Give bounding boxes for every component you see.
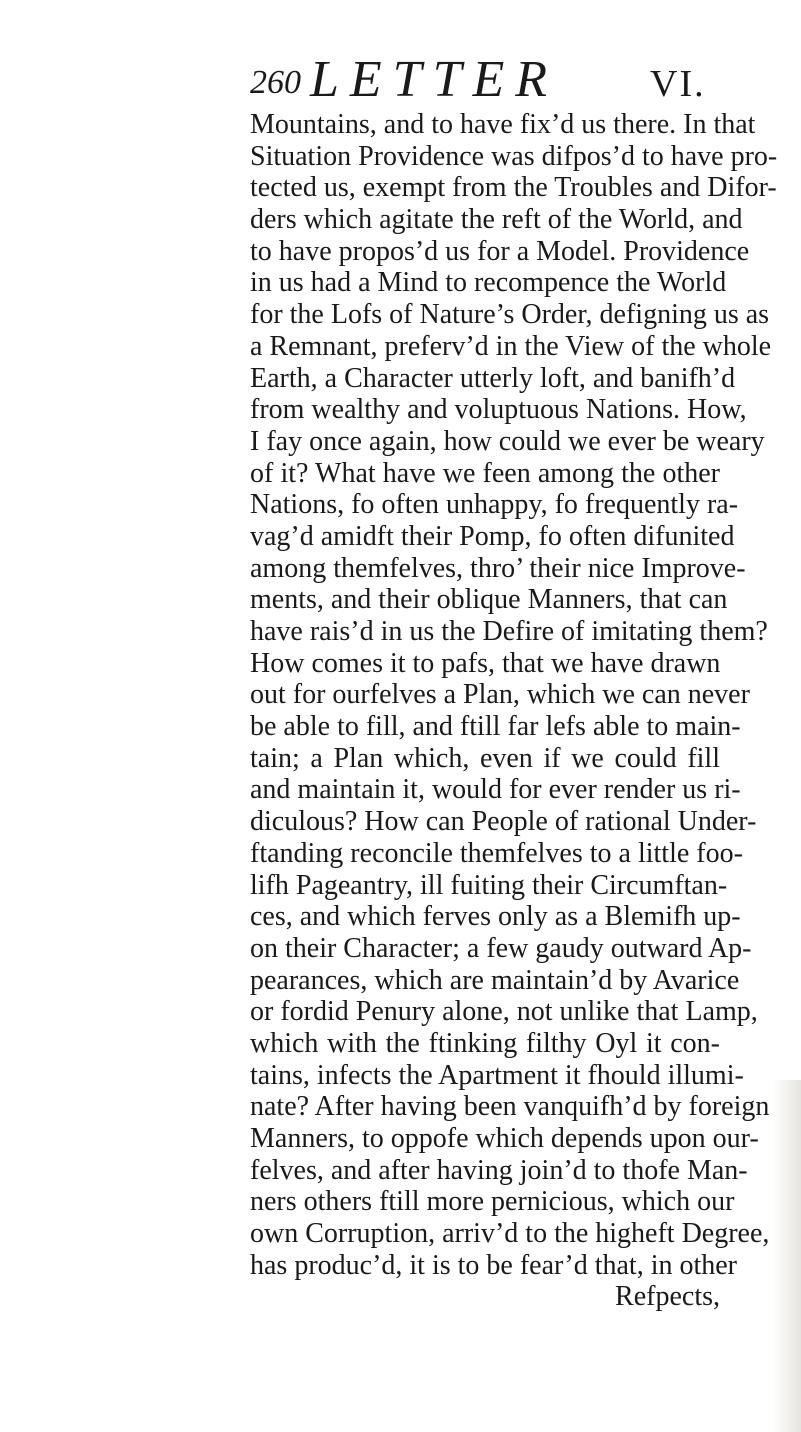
text-line: Situation Providence was difpos’d to have pro- <box>250 140 778 172</box>
text-line: tected us, exempt from the Troubles and Difor- <box>250 172 777 204</box>
text-line: from wealthy and voluptuous Nations. How, <box>250 394 747 426</box>
text-line: Manners, to oppofe which depends upon our- <box>250 1123 759 1154</box>
text-line: Earth, a Character utterly loft, and banifh’d <box>250 362 736 394</box>
text-line: to have propos’d us for a Model. Providence <box>250 235 750 267</box>
text-line: diculous? How can People of rational Under- <box>250 806 757 838</box>
running-title: LETTER <box>310 51 559 108</box>
text-line: tain; a Plan which, even if we could fill <box>250 742 720 774</box>
text-line: Nations, fo often unhappy, fo frequently ra- <box>250 489 739 521</box>
text-line: and maintain it, would for ever render us ri- <box>250 774 741 806</box>
text-line: a Remnant, preferv’d in the View of the whole <box>250 330 772 362</box>
text-line: out for ourfelves a Plan, which we can never <box>250 679 750 711</box>
catchword: Refpects, <box>615 1281 720 1313</box>
text-line: ftanding reconcile themfelves to a little foo- <box>250 837 743 869</box>
chapter-number: VI. <box>650 63 706 105</box>
text-line: nate? After having been vanquifh’d by foreign <box>250 1091 770 1123</box>
text-line: Mountains, and to have fix’d us there. In that <box>250 109 756 140</box>
text-line: in us had a Mind to recompence the World <box>250 267 727 299</box>
text-line: which with the ftinking filthy Oyl it con- <box>250 1027 720 1059</box>
text-line: How comes it to pafs, that we have drawn <box>250 647 721 679</box>
text-line: among themfelves, thro’ their nice Improve- <box>250 552 746 584</box>
text-line: have rais’d in us the Defire of imitating them? <box>250 616 768 647</box>
text-line: ners others ftill more pernicious, which our <box>250 1186 735 1218</box>
page-number: 260 <box>250 64 301 101</box>
text-line: ces, and which ferves only as a Blemifh up- <box>250 901 741 933</box>
text-line: on their Character; a few gaudy outward Ap- <box>250 932 752 964</box>
text-line: lifh Pageantry, ill fuiting their Circumftan- <box>250 869 728 901</box>
text-line: ments, and their oblique Manners, that can <box>250 584 728 616</box>
text-line: for the Lofs of Nature’s Order, defigning us as <box>250 299 770 331</box>
text-line: has produc’d, it is to be fear’d that, in other <box>250 1249 738 1281</box>
text-line: felves, and after having join’d to thofe Man- <box>250 1154 748 1186</box>
text-line: vag’d amidft their Pomp, fo often difunited <box>250 520 735 552</box>
page-header <box>250 50 720 110</box>
text-line: I fay once again, how could we ever be weary <box>250 425 765 457</box>
body-text <box>250 109 778 1313</box>
text-line: be able to fill, and ftill far lefs able to main- <box>250 711 741 743</box>
text-line: of it? What have we feen among the other <box>250 457 720 489</box>
text-line: or fordid Penury alone, not unlike that Lamp, <box>250 996 758 1028</box>
text-line: ders which agitate the reft of the World, and <box>250 204 743 236</box>
page-edge-shadow <box>773 1080 801 1432</box>
text-line: tains, infects the Apartment it fhould illumi- <box>250 1059 744 1091</box>
text-line: own Corruption, arriv’d to the higheft Degree, <box>250 1218 770 1250</box>
text-line: pearances, which are maintain’d by Avarice <box>250 964 740 996</box>
